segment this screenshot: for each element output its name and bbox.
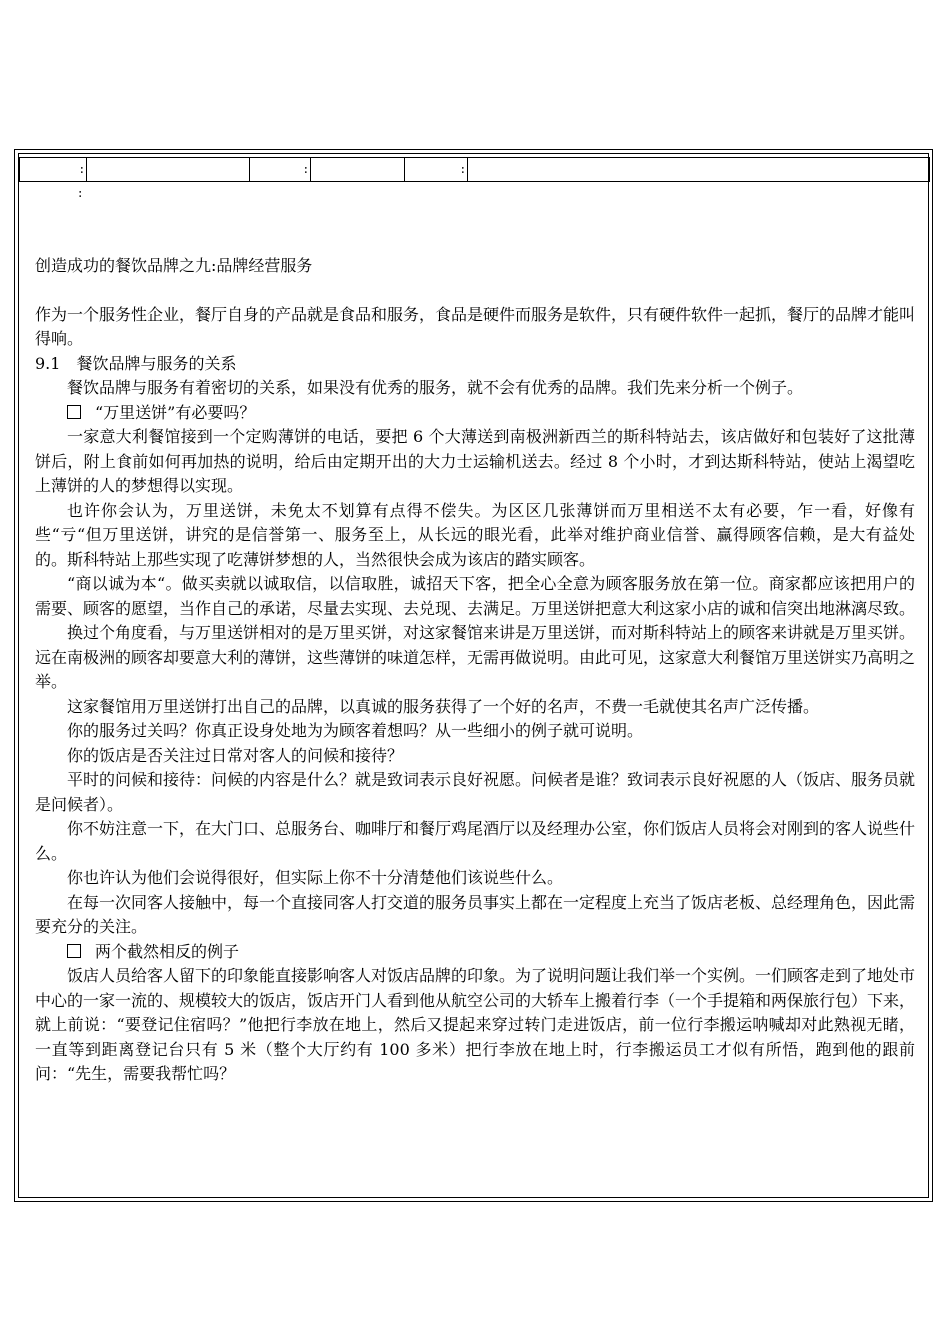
- paragraph: 在每一次同客人接触中，每一个直接同客人打交道的服务员事实上都在一定程度上充当了饭店老板、总经理角色，因此需要充分的关注。: [35, 892, 916, 936]
- checkbox-bullet-icon: [67, 944, 81, 958]
- document-title: 创造成功的餐饮品牌之九:品牌经营服务: [35, 256, 313, 275]
- header-label-cell-3: [405, 158, 468, 182]
- paragraph: 换过个角度看，与万里送饼相对的是万里买饼，对这家餐馆来讲是万里送饼，而对斯科特站上的顾客来讲就是万里买饼。远在南极洲的顾客却要意大利的薄饼，这些薄饼的味道怎样，无需再做说明。由此可见，这家意大利餐馆万里送饼实乃高明之举。: [35, 623, 916, 691]
- paragraph: 也许你会认为，万里送饼，未免太不划算有点得不偿失。为区区几张薄饼而万里相送不太有必要，乍一看，好像有些“亏“但万里送饼，讲究的是信誉第一、服务至上，从长远的眼光看，此举对维护商业信誉、赢得顾客信赖，是大有益处的。斯科特站上那些实现了吃薄饼梦想的人，当然很快会成为该店的踏实顾客。: [35, 500, 915, 569]
- checkbox-bullet-icon: [67, 405, 81, 419]
- header-value-cell-1: [87, 158, 250, 182]
- subheading: [35, 940, 915, 965]
- header-form-table: [19, 157, 930, 182]
- header-colon: :: [79, 162, 84, 177]
- header-value-cell-3: [468, 158, 930, 182]
- intro-paragraph: 作为一个服务性企业，餐厅自身的产品就是食品和服务，食品是硬件而服务是软件，只有硬件软件一起抓，餐厅的品牌才能叫得响。: [35, 304, 916, 348]
- header-second-row-colon: :: [78, 186, 83, 201]
- paragraph: 你不妨注意一下，在大门口、总服务台、咖啡厅和餐厅鸡尾酒厅以及经理办公室，你们饭店人员将会对刚到的客人说些什么。: [35, 819, 916, 863]
- header-value-cell-2: [311, 158, 405, 182]
- paragraph: 饭店人员给客人留下的印象能直接影响客人对饭店品牌的印象。为了说明问题让我们举一个实例。一们顾客走到了地处市中心的一家一流的、规模较大的饭店，饭店开门人看到他从航空公司的大轿车上搬着行李（一个手提箱和两保旅行包）下来，就上前说：“要登记住宿吗？”他把行李放在地上，然后又提起来穿过转门走进饭店，前一位行李搬运呐喊却对此熟视无睹，一直等到距离登记台只有 5 米（整个大厅约有 100 多米）把行李放在地上时，行李搬运员工才似有所悟，跑到他的跟前问：“先生，需要我帮忙吗？: [35, 966, 916, 1083]
- header-label-cell-2: [250, 158, 311, 182]
- subheading-text: “万里送饼”有必要吗？: [95, 402, 256, 422]
- paragraph: 这家餐馆用万里送饼打出自己的品牌，以真诚的服务获得了一个好的名声，不费一毛就使其名声广泛传播。: [67, 696, 820, 716]
- paragraph: 一家意大利餐馆接到一个定购薄饼的电话，要把 6 个大薄送到南极洲新西兰的斯科特站去，该店做好和包装好了这批薄饼后，附上食前如何再加热的说明，给后由定期开出的大力士运输机送去。经过 8 个小时，才到达斯科特站，使站上渴望吃上薄饼的人的梦想得以实现。: [35, 427, 915, 495]
- paragraph: “商以诚为本“。做买卖就以诚取信，以信取胜，诚招天下客，把全心全意为顾客服务放在第一位。商家都应该把用户的需要、顾客的愿望，当作自己的承诺，尽量去实现、去兑现、去满足。万里送饼把意大利这家小店的诚和信突出地淋漓尽致。: [35, 574, 916, 618]
- paragraph: 你的饭店是否关注过日常对客人的问候和接待？: [67, 745, 404, 765]
- subheading: [35, 401, 915, 426]
- section-heading: 9.1 餐饮品牌与服务的关系: [35, 353, 237, 373]
- header-colon: :: [460, 162, 465, 177]
- header-colon: :: [303, 162, 308, 177]
- document-body: [35, 254, 915, 1087]
- paragraph: 平时的问候和接待：问候的内容是什么？就是致词表示良好祝愿。问候者是谁？致词表示良好祝愿的人（饭店、服务员就是问候者）。: [35, 770, 916, 814]
- spacer: [35, 279, 915, 303]
- header-label-cell-1: [20, 158, 87, 182]
- paragraph: 餐饮品牌与服务有着密切的关系，如果没有优秀的服务，就不会有优秀的品牌。我们先来分析一个例子。: [67, 378, 804, 397]
- subheading-text: 两个截然相反的例子: [95, 941, 240, 961]
- paragraph: 你的服务过关吗？你真正设身处地为为顾客着想吗？从一些细小的例子就可说明。: [67, 721, 644, 740]
- paragraph: 你也许认为他们会说得很好，但实际上你不十分清楚他们该说些什么。: [67, 868, 564, 887]
